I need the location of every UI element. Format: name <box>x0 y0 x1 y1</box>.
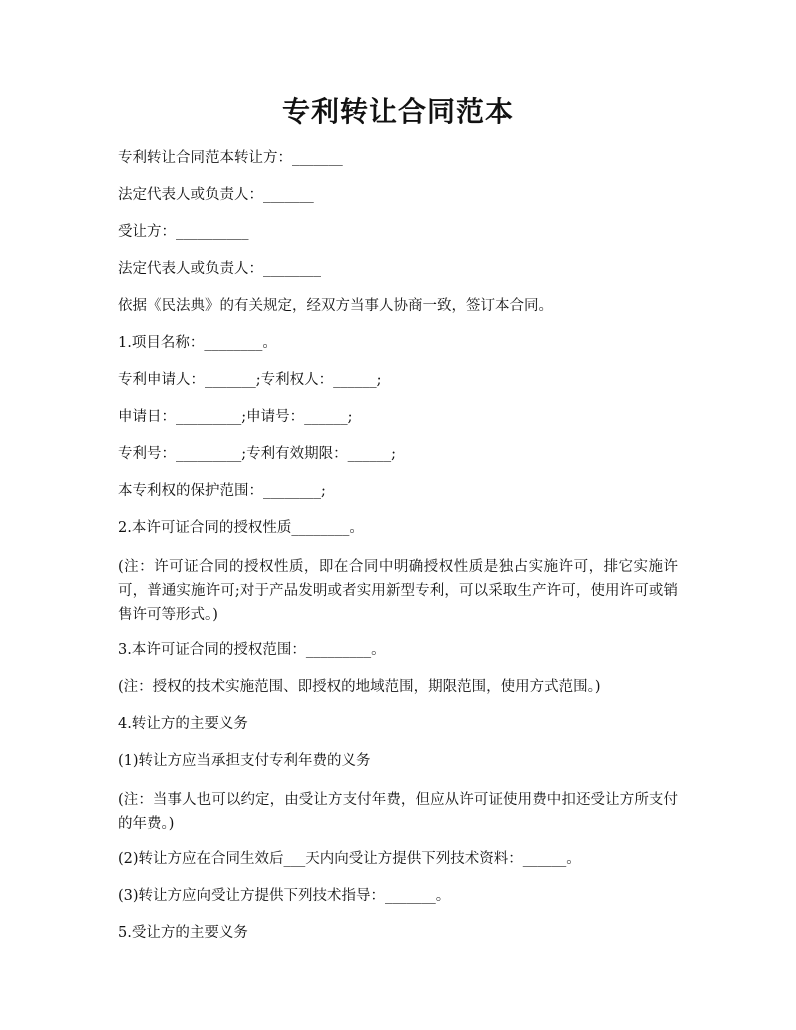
paragraph-protection-scope: 本专利权的保护范围：________; <box>118 483 326 499</box>
paragraph-patent-number: 专利号：_________;专利有效期限：______; <box>118 446 397 462</box>
paragraph-technical-documents: (2)转让方应在合同生效后___天内向受让方提供下列技术资料：______。 <box>118 851 581 867</box>
document-title: 专利转让合同范本 <box>281 95 514 128</box>
paragraph-transferor: 专利转让合同范本转让方：_______ <box>118 150 343 166</box>
paragraph-transferor-obligations: 4.转让方的主要义务 <box>118 716 248 732</box>
paragraph-annual-fee-note: (注：当事人也可以约定，由受让方支付年费，但应从许可证使用费中扣还受让方所支付的年费。) <box>118 792 678 832</box>
paragraph-transferee-obligations: 5.受让方的主要义务 <box>118 925 248 941</box>
paragraph-license-nature-note: (注：许可证合同的授权性质，即在合同中明确授权性质是独占实施许可，排它实施许可，普通实施许可;对于产品发明或者实用新型专利，可以采取生产许可，使用许可或销售许可等形式。) <box>118 559 678 623</box>
paragraph-license-nature: 2.本许可证合同的授权性质________。 <box>118 520 364 536</box>
paragraph-transferor-representative: 法定代表人或负责人：_______ <box>118 187 314 203</box>
paragraph-license-scope: 3.本许可证合同的授权范围：_________。 <box>118 642 386 658</box>
paragraph-legal-basis: 依据《民法典》的有关规定，经双方当事人协商一致，签订本合同。 <box>118 298 553 314</box>
paragraph-project-name: 1.项目名称：________。 <box>118 335 277 351</box>
paragraph-annual-fee-obligation: (1)转让方应当承担支付专利年费的义务 <box>118 753 371 769</box>
paragraph-transferee: 受让方：__________ <box>118 224 249 240</box>
paragraph-patent-applicant: 专利申请人：_______;专利权人：______; <box>118 372 382 388</box>
paragraph-technical-guidance: (3)转让方应向受让方提供下列技术指导：_______。 <box>118 888 451 904</box>
document-body <box>118 148 678 960</box>
paragraph-license-scope-note: (注：授权的技术实施范围、即授权的地域范围，期限范围，使用方式范围。) <box>118 679 601 695</box>
paragraph-transferee-representative: 法定代表人或负责人：________ <box>118 261 321 277</box>
paragraph-application-date: 申请日：_________;申请号：______; <box>118 409 353 425</box>
